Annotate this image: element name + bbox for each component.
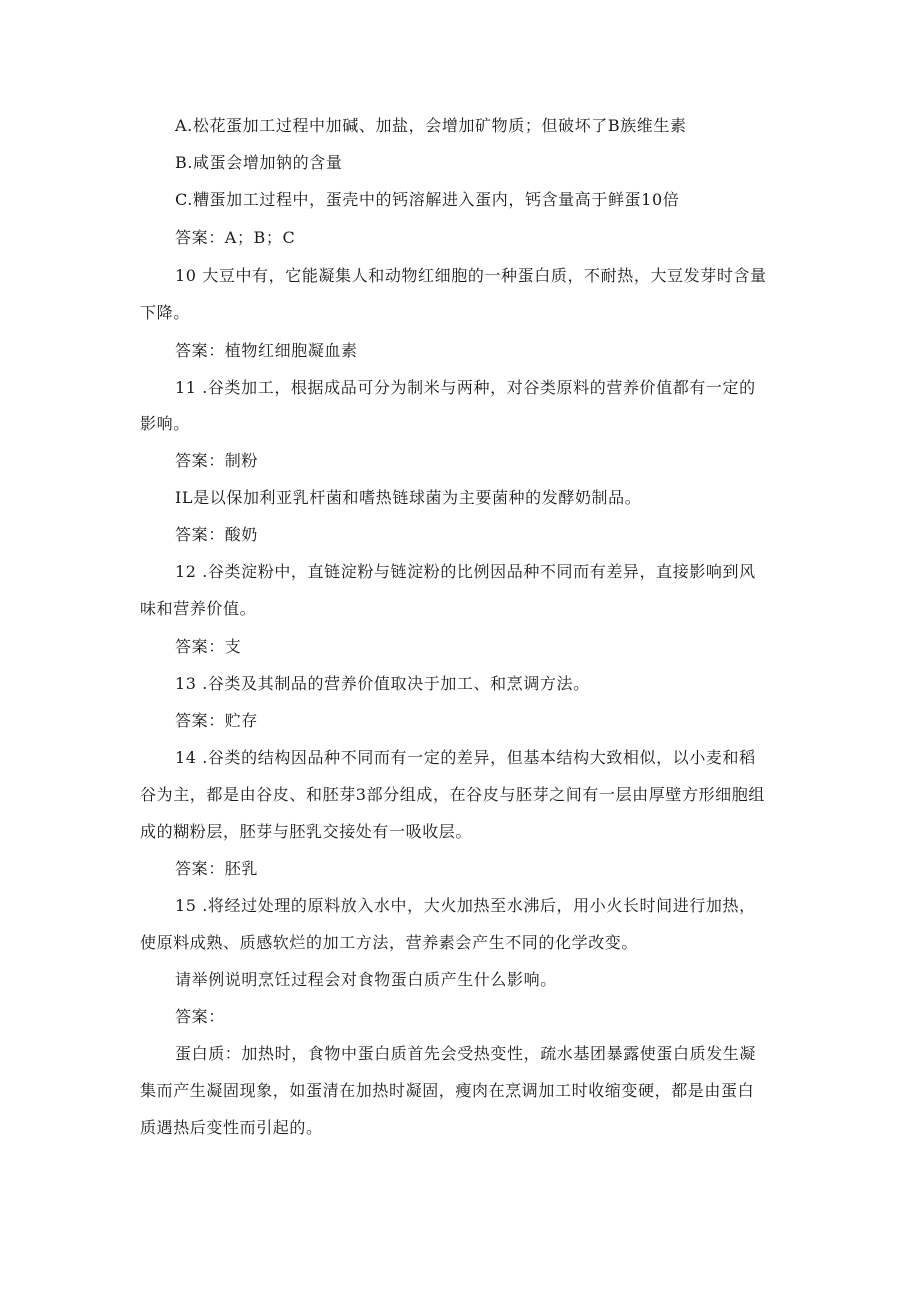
answer-il: 答案：酸奶 bbox=[175, 525, 259, 544]
answer-10: 答案：植物红细胞凝血素 bbox=[175, 341, 358, 360]
answer-label: 答案： bbox=[175, 1007, 225, 1026]
question-12-cont: 味和营养价值。 bbox=[140, 599, 257, 618]
question-14: 14 .谷类的结构因品种不同而有一定的差异，但基本结构大致相似，以小麦和稻 bbox=[175, 748, 756, 767]
question-14-cont-2: 成的糊粉层，胚芽与胚乳交接处有一吸收层。 bbox=[140, 822, 473, 841]
question-10: 10 大豆中有，它能凝集人和动物红细胞的一种蛋白质，不耐热，大豆发芽时含量 bbox=[175, 266, 767, 285]
question-12: 12 .谷类淀粉中，直链淀粉与链淀粉的比例因品种不同而有差异，直接影响到风 bbox=[175, 562, 756, 581]
question-15-cont: 使原料成熟、质感软烂的加工方法，营养素会产生不同的化学改变。 bbox=[140, 933, 639, 952]
question-protein: 请举例说明烹饪过程会对食物蛋白质产生什么影响。 bbox=[175, 970, 557, 989]
answer-protein-1: 蛋白质：加热时，食物中蛋白质首先会受热变性，疏水基团暴露使蛋白质发生凝 bbox=[175, 1044, 757, 1063]
question-il: IL是以保加利亚乳杆菌和嗜热链球菌为主要菌种的发酵奶制品。 bbox=[175, 488, 642, 507]
answer-protein-3: 质遇热后变性而引起的。 bbox=[140, 1118, 323, 1137]
question-10-cont: 下降。 bbox=[140, 303, 190, 322]
answer-9: 答案：A；B；C bbox=[175, 228, 296, 247]
option-a: A.松花蛋加工过程中加碱、加盐，会增加矿物质；但破坏了B族维生素 bbox=[175, 116, 687, 135]
question-14-cont-1: 谷为主，都是由谷皮、和胚芽3部分组成，在谷皮与胚芽之间有一层由厚壁方形细胞组 bbox=[140, 785, 765, 804]
option-b: B.咸蛋会增加钠的含量 bbox=[175, 153, 343, 172]
question-13: 13 .谷类及其制品的营养价值取决于加工、和烹调方法。 bbox=[175, 674, 590, 693]
answer-13: 答案：贮存 bbox=[175, 711, 259, 730]
question-15: 15 .将经过处理的原料放入水中，大火加热至水沸后，用小火长时间进行加热， bbox=[175, 896, 756, 915]
answer-11: 答案：制粉 bbox=[175, 451, 259, 470]
answer-protein-2: 集而产生凝固现象，如蛋清在加热时凝固，瘦肉在烹调加工时收缩变硬，都是由蛋白 bbox=[140, 1081, 755, 1100]
question-11-cont: 影响。 bbox=[140, 414, 190, 433]
question-11: 11 .谷类加工，根据成品可分为制米与两种，对谷类原料的营养价值都有一定的 bbox=[175, 378, 756, 397]
answer-12: 答案：支 bbox=[175, 637, 242, 656]
answer-14: 答案：胚乳 bbox=[175, 859, 259, 878]
option-c: C.糟蛋加工过程中，蛋壳中的钙溶解进入蛋内，钙含量高于鲜蛋10倍 bbox=[175, 190, 680, 209]
